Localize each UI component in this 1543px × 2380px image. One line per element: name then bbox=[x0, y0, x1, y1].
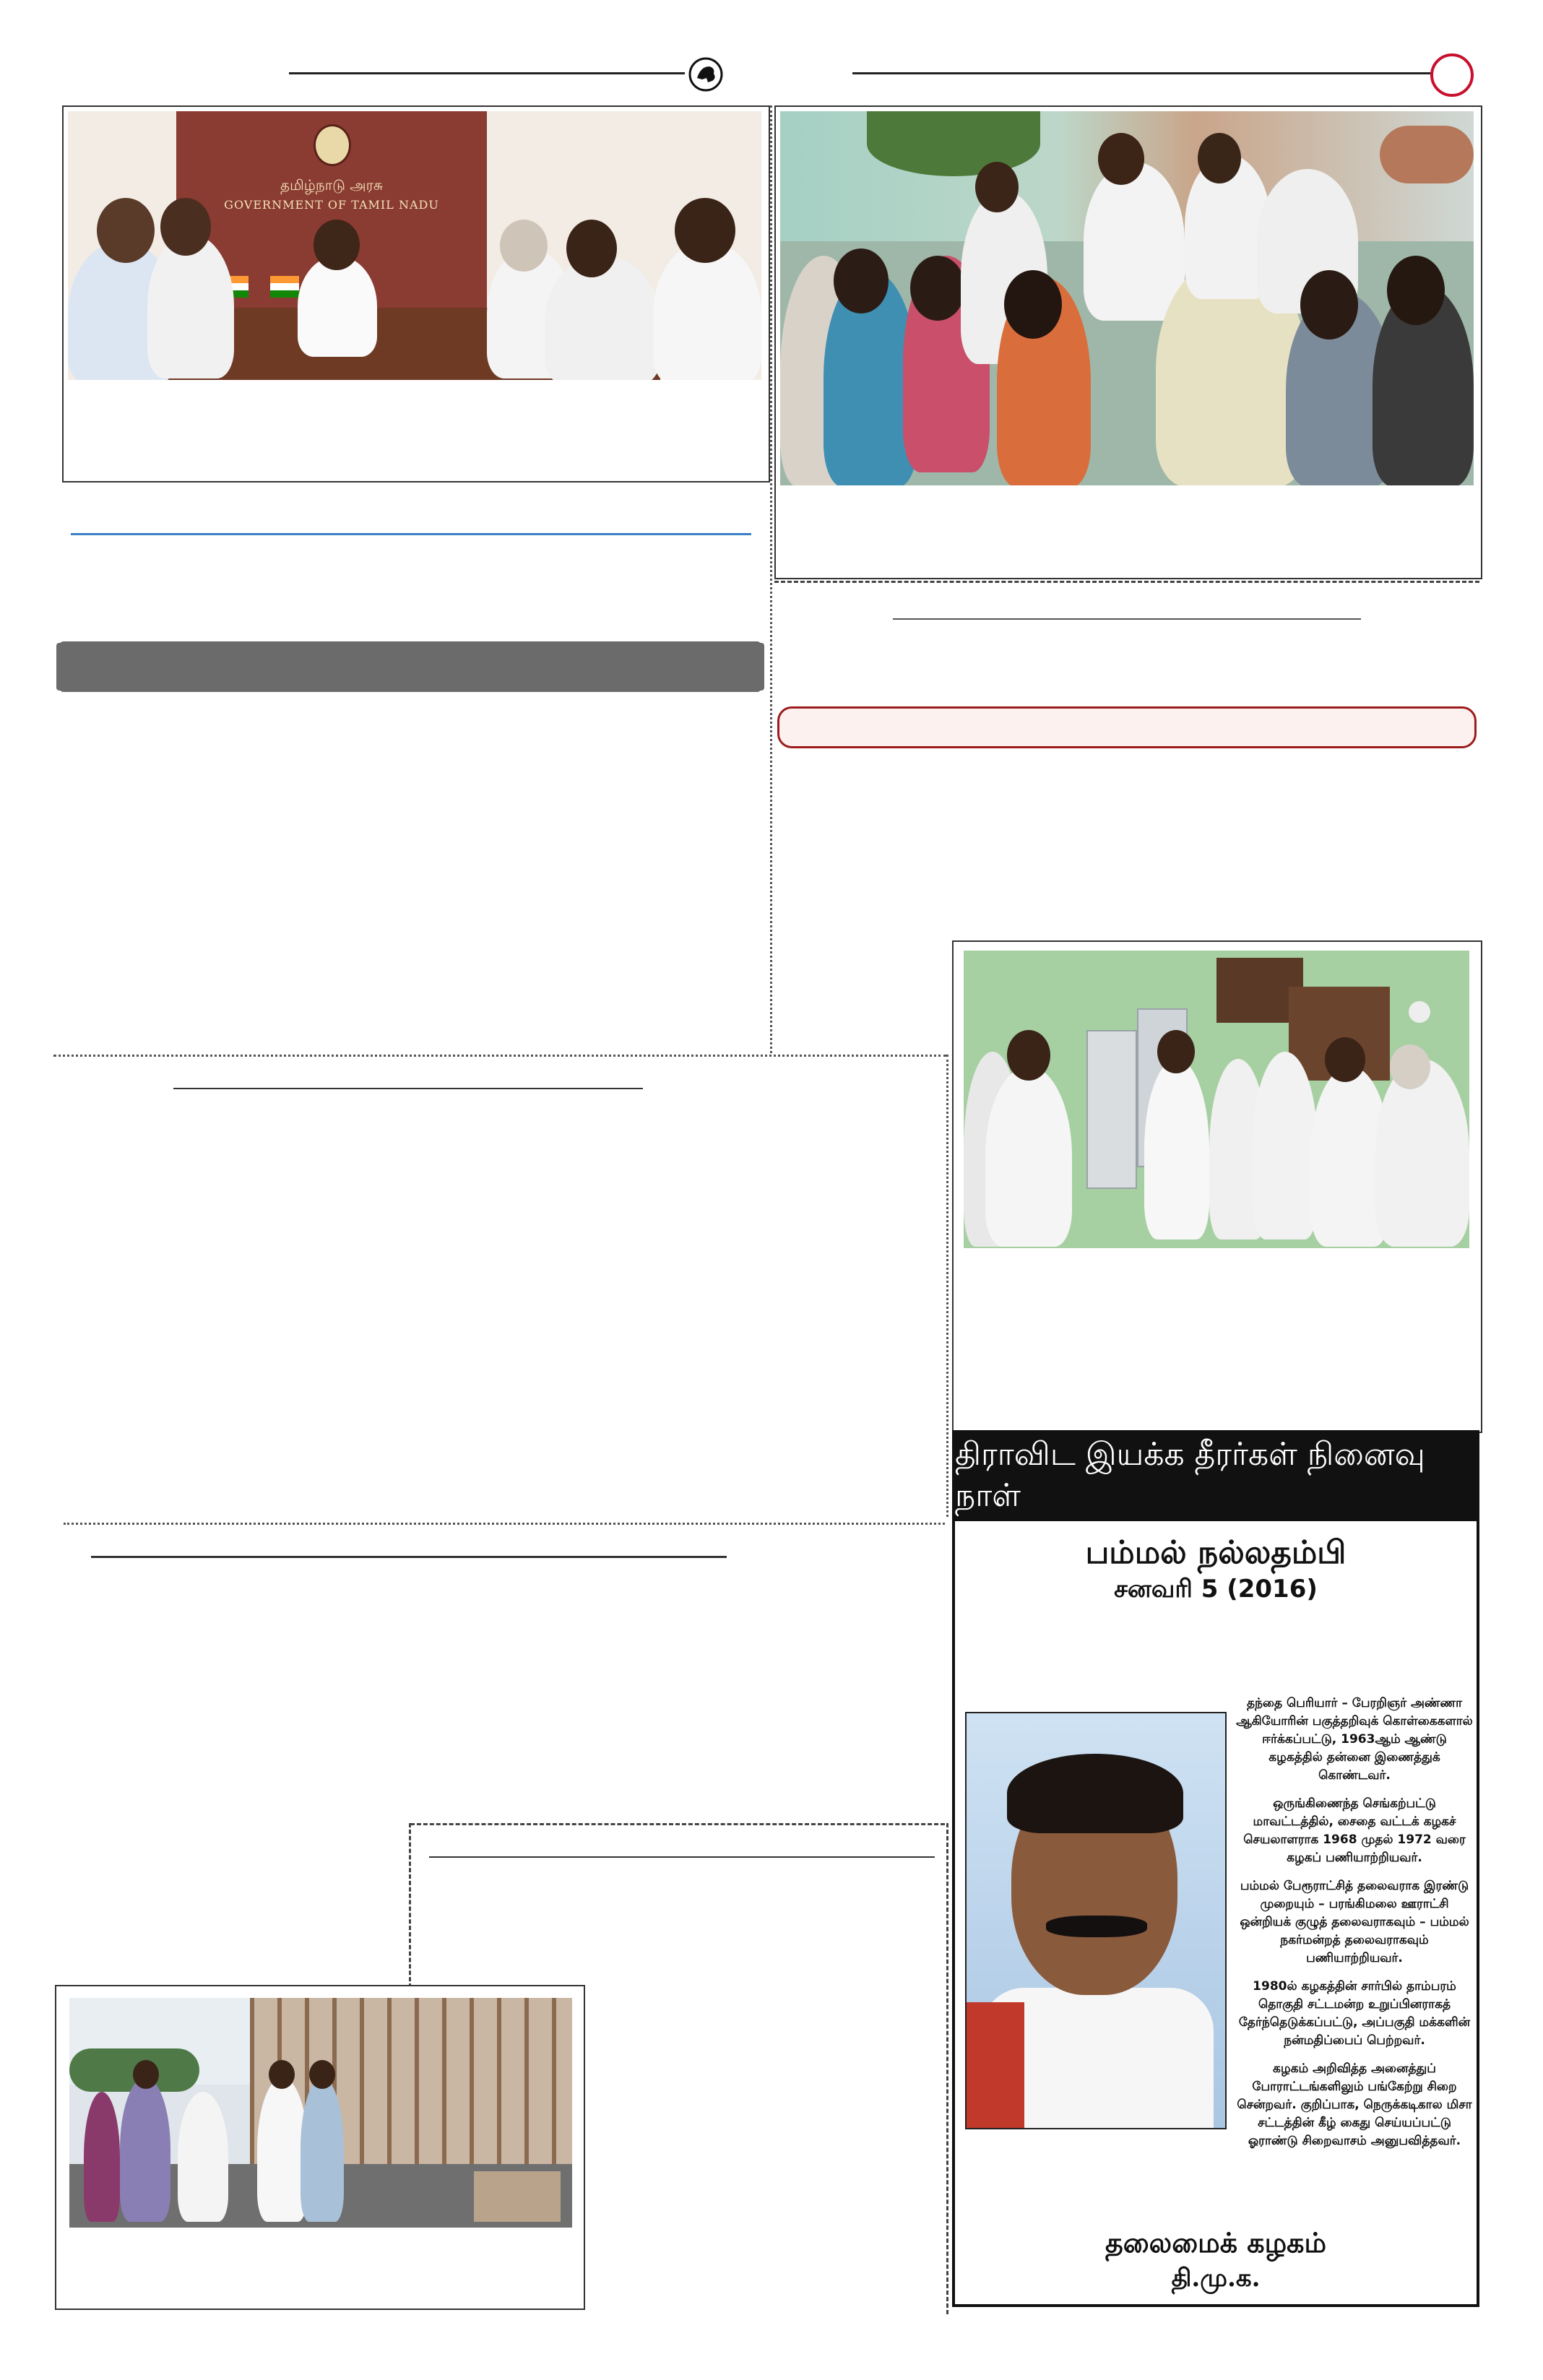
person-head bbox=[1004, 270, 1062, 339]
person-figure bbox=[147, 234, 234, 378]
person-figure bbox=[985, 1066, 1072, 1247]
section-separator-bottom bbox=[410, 1823, 945, 1825]
caption-underline-right bbox=[893, 618, 1361, 620]
memorial-date: சனவரி 5 (2016) bbox=[1114, 1575, 1318, 1604]
person-head bbox=[975, 162, 1019, 212]
person-head bbox=[1387, 256, 1445, 325]
board-english-text: GOVERNMENT OF TAMIL NADU bbox=[224, 198, 439, 212]
bio-paragraph: பம்மல் பேரூராட்சித் தலைவராக இரண்டு முறையும் – பரங்கிமலை ஊராட்சி ஒன்றியக் குழுத் தலைவராகவும் – பம்மல் நகர்மன்றத் தலைவராகவும் பணியாற்றியவர். bbox=[1240, 1879, 1469, 1965]
bio-paragraph: தந்தை பெரியார் – பேரறிஞர் அண்ணா ஆகியோரின் பகுத்தறிவுக் கொள்கைகளால் ஈர்க்கப்பட்டு, 1963ஆம் ஆண்டு கழகத்தில் தன்னை இணைத்துக் கொண்டவர். bbox=[1236, 1696, 1473, 1783]
person-head bbox=[910, 256, 965, 321]
wall-clock-icon bbox=[1409, 1001, 1430, 1023]
person-head bbox=[1390, 1044, 1430, 1089]
party-emblem-icon bbox=[688, 56, 724, 92]
header-rule-left bbox=[289, 72, 685, 74]
person-head bbox=[269, 2060, 295, 2089]
person-head bbox=[1098, 133, 1144, 185]
person-head bbox=[1157, 1030, 1195, 1073]
person-figure bbox=[1253, 1052, 1318, 1239]
person-head bbox=[1007, 1030, 1050, 1081]
person-head bbox=[1300, 270, 1358, 339]
column-separator-bottom-right bbox=[946, 1823, 948, 2314]
memorial-panel bbox=[952, 1430, 1479, 2307]
bio-paragraph: ஒருங்கிணைந்த செங்கற்பட்டு மாவட்டத்தில், சைதை வட்டக் கழகச் செயலாளராக 1968 முதல் 1972 வரை கழகப் பணியாற்றியவர். bbox=[1243, 1796, 1466, 1865]
memorial-name: பம்மல் நல்லதம்பி bbox=[1085, 1534, 1347, 1571]
photo-frame-water-dispenser bbox=[952, 940, 1482, 1433]
section-heading-bar bbox=[59, 641, 761, 692]
column-separator-upper bbox=[770, 105, 772, 1053]
person-figure bbox=[301, 2077, 344, 2222]
board-tamil-text: தமிழ்நாடு அரசு bbox=[280, 176, 383, 194]
photo-site-inspection bbox=[69, 1998, 572, 2228]
person-figure bbox=[1144, 1059, 1209, 1239]
debris bbox=[474, 2171, 561, 2222]
headline-underline bbox=[91, 1556, 727, 1558]
portrait-moustache bbox=[1046, 1916, 1147, 1937]
memorial-footer-line2: தி.மு.க. bbox=[1171, 2264, 1261, 2293]
crowd-photo-bottom-dashed bbox=[774, 581, 1479, 583]
section-separator-lower bbox=[64, 1523, 945, 1525]
section-heading-pink bbox=[777, 706, 1477, 748]
person-head bbox=[834, 248, 889, 313]
photo-water-dispenser bbox=[964, 951, 1469, 1248]
column-separator-mid bbox=[946, 1055, 948, 1517]
person-head bbox=[309, 2060, 335, 2089]
memorial-bio bbox=[1235, 1695, 1474, 2150]
memorial-portrait bbox=[965, 1712, 1227, 2129]
person-figure bbox=[1084, 162, 1185, 321]
person-figure bbox=[178, 2092, 228, 2222]
person-figure bbox=[1375, 1059, 1469, 1247]
headline-underline bbox=[173, 1088, 643, 1089]
bio-paragraph: கழகம் அறிவித்த அனைத்துப் போராட்டங்களிலும் பங்கேற்று சிறை சென்றவர். குறிப்பாக, நெருக்கடிகால மிசா சட்டத்தின் கீழ் கைது செய்யப்பட்டு ஓராண்டு சிறைவாசம் அனுபவித்தவர். bbox=[1237, 2061, 1472, 2148]
state-emblem-icon bbox=[314, 124, 351, 166]
person-head bbox=[1325, 1037, 1365, 1082]
portrait-shawl bbox=[967, 2002, 1024, 2129]
person-head bbox=[160, 198, 211, 256]
photo-frame-site-inspection bbox=[55, 1985, 585, 2310]
tree-foliage bbox=[867, 111, 1040, 176]
person-head bbox=[675, 198, 735, 263]
headline-underline bbox=[429, 1856, 935, 1858]
person-head bbox=[133, 2060, 159, 2089]
memorial-footer-line1: தலைமைக் கழகம் bbox=[1105, 2226, 1327, 2259]
water-dispenser-unit bbox=[1086, 1030, 1137, 1189]
caption-underline-blue bbox=[71, 533, 751, 535]
person-head bbox=[500, 220, 548, 272]
person-head bbox=[314, 220, 360, 270]
column-separator-bottom-left bbox=[409, 1823, 411, 1988]
flag-right bbox=[270, 276, 299, 298]
photo-crowd bbox=[780, 111, 1474, 485]
person-head bbox=[97, 198, 155, 263]
bio-paragraph: 1980ல் கழகத்தின் சார்பில் தாம்பரம் தொகுதி சட்டமன்ற உறுப்பினராகத் தேர்ந்தெடுக்கப்பட்டு, அப்பகுதி மக்களின் நன்மதிப்பைப் பெற்றவர். bbox=[1238, 1979, 1471, 2048]
person-figure bbox=[84, 2092, 120, 2222]
memorial-banner-text: திராவிட இயக்க தீரர்கள் நினைவு நாள் bbox=[955, 1436, 1425, 1514]
memorial-banner bbox=[955, 1433, 1477, 1521]
photo-cm-meeting bbox=[68, 111, 761, 380]
person-figure bbox=[298, 256, 377, 357]
portrait-hair bbox=[1007, 1754, 1183, 1833]
person-head bbox=[566, 220, 617, 277]
photo-frame-crowd bbox=[774, 105, 1482, 579]
section-separator-mid bbox=[53, 1055, 946, 1057]
page-number-circle-icon bbox=[1430, 53, 1474, 97]
header-rule-right bbox=[852, 72, 1432, 74]
person-figure bbox=[120, 2077, 170, 2222]
person-head bbox=[1198, 133, 1241, 183]
photo-frame-cm-meeting bbox=[62, 105, 770, 483]
raised-hand bbox=[1380, 126, 1474, 183]
